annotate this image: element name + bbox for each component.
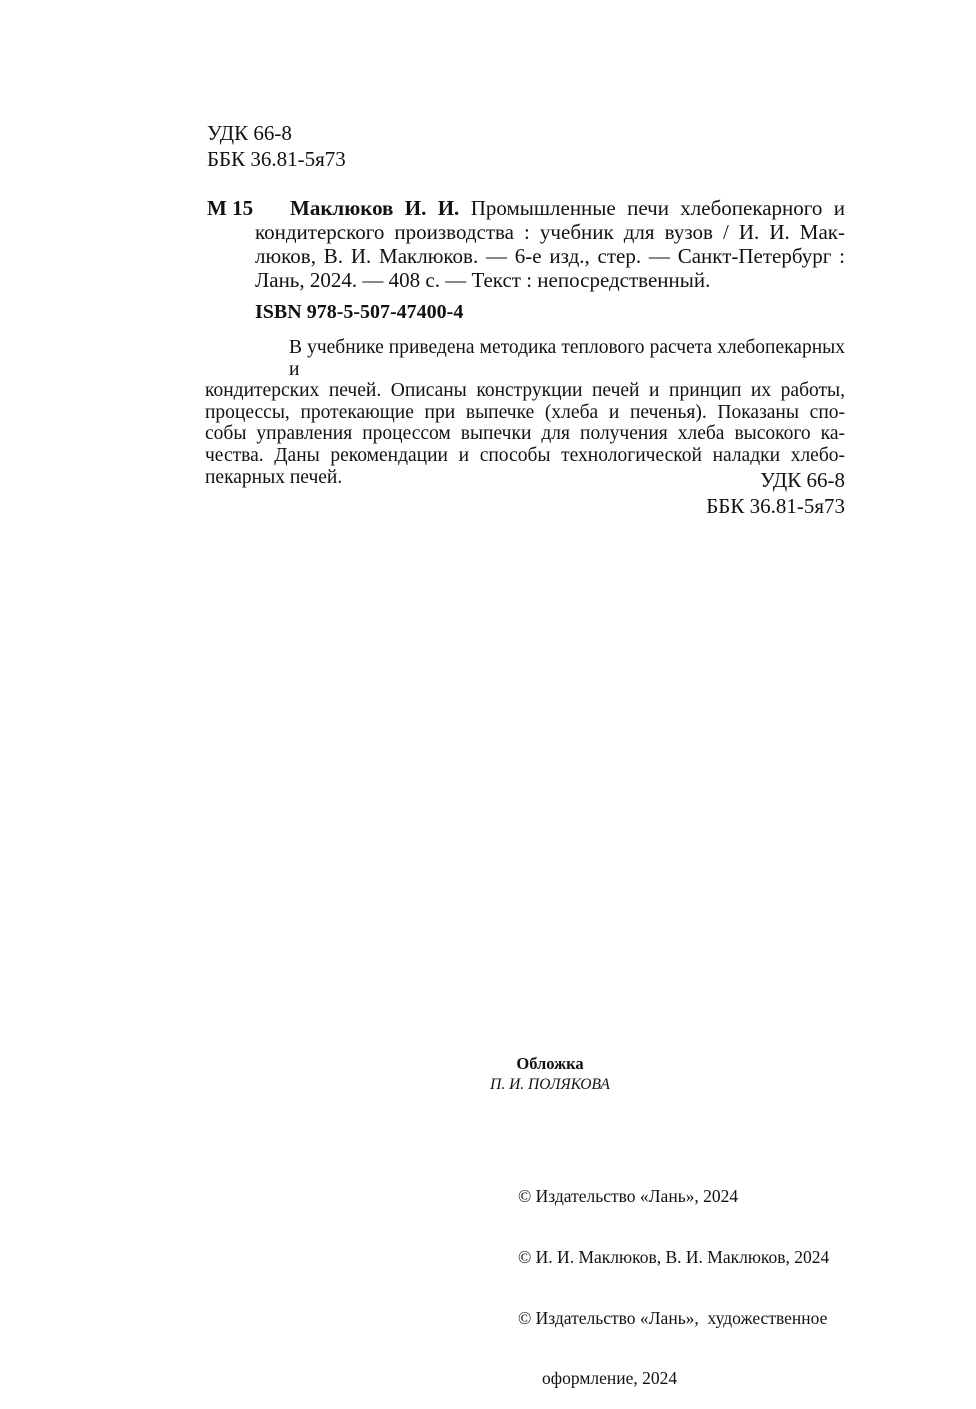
- annotation-line: В учебнике приведена методика теплового расчета хлебопекарных и: [289, 337, 845, 380]
- udc-bbk-bottom-block: [505, 468, 845, 519]
- udc-code: УДК 66-8: [760, 468, 845, 492]
- catalog-code: М 15: [207, 196, 254, 220]
- catalog-line: кондитерского производства : учебник для вузов / И. И. Мак-: [255, 220, 845, 244]
- catalog-line: люков, В. И. Маклюков. — 6-е изд., стер. — Санкт-Петербург :: [255, 244, 845, 268]
- catalog-line: Лань, 2024. — 408 с. — Текст : непосредственный.: [255, 268, 711, 292]
- copyright-block: [518, 1146, 829, 1409]
- catalog-entry-text: [255, 196, 845, 292]
- annotation-line: собы управления процессом выпечки для получения хлеба высокого ка-: [205, 423, 845, 445]
- bbk-code: ББК 36.81-5я73: [706, 493, 845, 518]
- copyright-line: © И. И. Маклюков, В. И. Маклюков, 2024: [518, 1247, 830, 1268]
- udc-bbk-top-block: [207, 121, 346, 172]
- isbn-number: ISBN 978-5-507-47400-4: [255, 301, 464, 323]
- copyright-line: © Издательство «Лань», 2024: [518, 1186, 739, 1207]
- cover-credit-block: [255, 1053, 845, 1095]
- annotation-line: процессы, протекающие при выпечке (хлеба и печенья). Показаны спо-: [205, 401, 845, 423]
- cover-designer-name: П. И. ПОЛЯКОВА: [490, 1076, 610, 1093]
- udc-code: УДК 66-8: [207, 121, 292, 145]
- author-name: Маклюков И. И.: [290, 196, 460, 220]
- copyright-line: © Издательство «Лань», художественное: [518, 1307, 828, 1328]
- bbk-code: ББК 36.81-5я73: [207, 146, 346, 171]
- catalog-line: [255, 196, 845, 220]
- cover-credit-label: Обложка: [516, 1054, 584, 1073]
- annotation-line: чества. Даны рекомендации и способы технологической наладки хлебо-: [205, 444, 845, 466]
- catalog-entry: [207, 196, 845, 292]
- title-text: Промышленные печи хлебопекарного и: [470, 196, 845, 220]
- copyright-line: оформление, 2024: [542, 1368, 678, 1389]
- annotation-paragraph: [205, 337, 845, 488]
- annotation-line: пекарных печей.: [205, 466, 343, 488]
- annotation-line: кондитерских печей. Описаны конструкции печей и принцип их работы,: [205, 380, 845, 402]
